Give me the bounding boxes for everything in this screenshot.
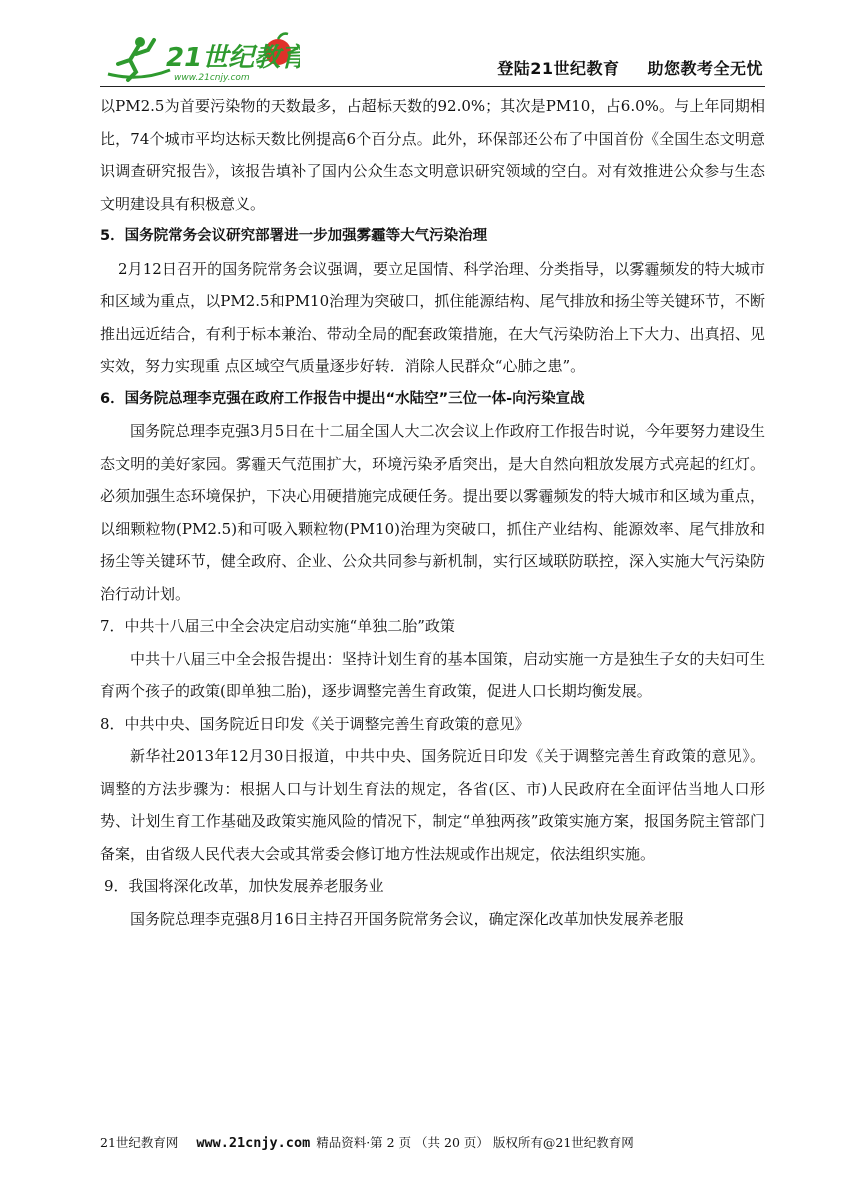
- heading-item-8: 8．中共中央、国务院近日印发《关于调整完善生育政策的意见》: [100, 714, 530, 733]
- svg-text:www.21cnjy.com: www.21cnjy.com: [174, 73, 250, 83]
- tagline-part1: 登陆21世纪教育: [497, 59, 620, 78]
- header-tagline: [497, 56, 763, 79]
- footer-page-info: 精品资料·第 2 页 （共 20 页） 版权所有@21世纪教育网: [316, 1135, 634, 1150]
- page-footer: [100, 1133, 765, 1151]
- paragraph-item-7: 中共十八届三中全会报告提出：坚持计划生育的基本国策，启动实施一方是独生子女的夫妇可生育两个孩子的政策(即单独二胎)，逐步调整完善生育政策，促进人口长期均衡发展。: [100, 649, 765, 700]
- paragraph-item-5: 2月12日召开的国务院常务会议强调，要立足国情、科学治理、分类指导，以雾霾频发的特大城市和区域为重点，以PM2.5和PM10治理为突破口，抓住能源结构、尾气排放和扬尘等关键环节，不断推出远近结合，有利于标本兼治、带动全局的配套政策措施，在大气污染防治上下大力、出真招、见实效，努力实现重 点区域空气质量逐步好转．消除人民群众“心肺之患”。: [100, 259, 765, 375]
- footer-url-link[interactable]: www.21cnjy.com: [196, 1135, 311, 1151]
- running-figure-icon: [108, 37, 170, 80]
- paragraph-aqi-summary: 以PM2.5为首要污染物的天数最多，占超标天数的92.0%；其次是PM10，占6.0%。与上年同期相比，74个城市平均达标天数比例提高6个百分点。此外，环保部还公布了中国首份《全国生态文明意识调查研究报告》，该报告填补了国内公众生态文明意识研究领域的空白。对有效推进公众参与生态文明建设具有积极意义。: [100, 97, 765, 213]
- footer-site-name: 21世纪教育网: [100, 1135, 179, 1150]
- paragraph-item-8: 新华社2013年12月30日报道，中共中央、国务院近日印发《关于调整完善生育政策的意见》。调整的方法步骤为：根据人口与计划生育法的规定，各省(区、市)人民政府在全面评估当地人口形势、计划生育工作基础及政策实施风险的情况下，制定“单独两孩”政策实施方案，报国务院主管部门备案，由省级人民代表大会或其常委会修订地方性法规或作出规定，依法组织实施。: [100, 747, 765, 863]
- logo-graphic: [100, 30, 300, 84]
- heading-item-7: 7．中共十八届三中全会决定启动实施“单独二胎”政策: [100, 617, 455, 635]
- tagline-part2: 助您教考全无忧: [647, 59, 763, 78]
- heading-item-6: 6．国务院总理李克强在政府工作报告中提出“水陆空”三位一体-向污染宣战: [100, 390, 585, 407]
- heading-item-5: 5．国务院常务会议研究部署进一步加强雾霾等大气污染治理: [100, 228, 488, 244]
- site-logo[interactable]: [100, 30, 300, 84]
- paragraph-item-6: 国务院总理李克强3月5日在十二届全国人大二次会议上作政府工作报告时说，今年要努力建设生态文明的美好家园。雾霾天气范围扩大，环境污染矛盾突出，是大自然向粗放发展方式亮起的红灯。必须加强生态环境保护，下决心用硬措施完成硬任务。提出要以雾霾频发的特大城市和区域为重点，以细颗粒物(PM2.5)和可吸入颗粒物(PM10)治理为突破口，抓住产业结构、能源效率、尾气排放和扬尘等关键环节，健全政府、企业、公众共同参与新机制，实行区域联防联控，深入实施大气污染防治行动计划。: [100, 422, 765, 603]
- document-body: [100, 90, 765, 935]
- paragraph-item-9: 国务院总理李克强8月16日主持召开国务院常务会议，确定深化改革加快发展养老服: [130, 909, 684, 928]
- page-header: [100, 26, 765, 87]
- svg-text:21世纪教育: 21世纪教育: [166, 43, 300, 73]
- heading-item-9: 9．我国将深化改革，加快发展养老服务业: [104, 877, 384, 895]
